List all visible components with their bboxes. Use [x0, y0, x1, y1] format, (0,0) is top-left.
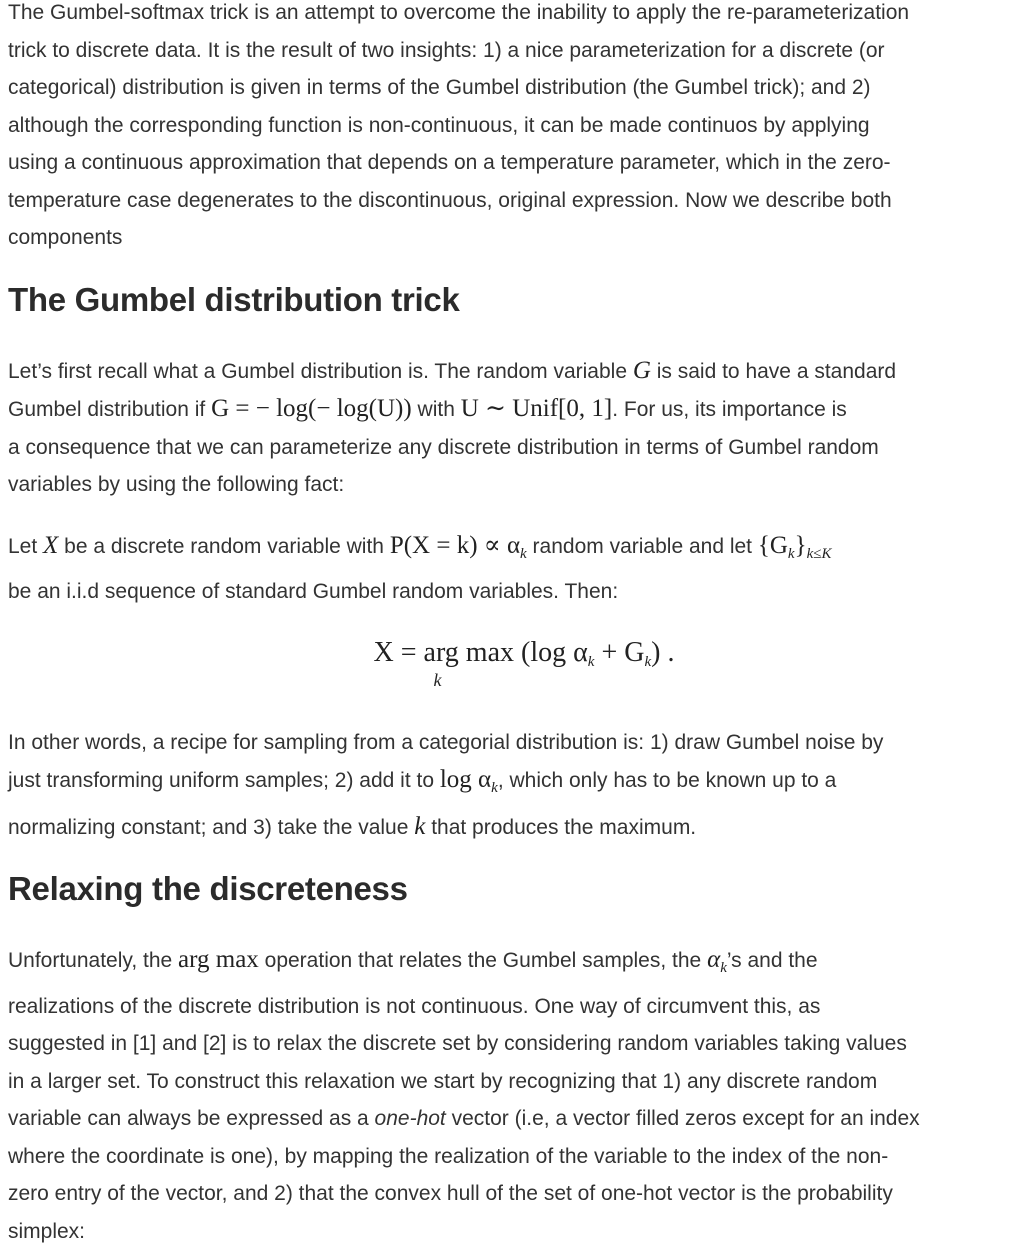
math-subscript: k [588, 654, 595, 670]
text-line [8, 761, 1023, 808]
math-inline [758, 532, 832, 559]
argmax-operator [374, 634, 514, 672]
text: with [412, 398, 461, 421]
text: variable can always be expressed as a [8, 1107, 375, 1130]
math-subscript: k [520, 546, 527, 562]
text: operation that relates the Gumbel samples, the [259, 949, 707, 972]
text-line: although the corresponding function is non-continuous, it can be made continuos by applying [8, 107, 1023, 145]
section-heading-gumbel-trick: The Gumbel distribution trick [8, 280, 1023, 320]
text: vector (i.e, a vector filled zeros except for an index [446, 1107, 920, 1130]
text-line: categorical) distribution is given in terms of the Gumbel distribution (the Gumbel trick); and 2) [8, 69, 1023, 107]
math-subscript: k [720, 960, 727, 976]
math-inline [707, 946, 727, 973]
text-line: The Gumbel-softmax trick is an attempt to overcome the inability to apply the re-parameterization [8, 0, 1023, 32]
text-line [8, 941, 1023, 988]
text: normalizing constant; and 3) take the value [8, 816, 414, 839]
math-inline: G [633, 357, 651, 384]
text-line: trick to discrete data. It is the result of two insights: 1) a nice parameterization for a discrete (or [8, 32, 1023, 70]
math-subscript: k≤K [807, 546, 832, 562]
text: be a discrete random variable with [58, 535, 390, 558]
math-inline: k [414, 813, 425, 840]
text: Unfortunately, the [8, 949, 178, 972]
math-text: α [707, 946, 720, 973]
display-equation [8, 634, 1023, 694]
text-line: in a larger set. To construct this relaxation we start by recognizing that 1) any discrete random [8, 1063, 1023, 1101]
gumbel-definition-paragraph [8, 352, 1023, 504]
math-subscript: k [788, 546, 795, 562]
emphasis: one-hot [375, 1107, 446, 1130]
text: Gumbel distribution if [8, 398, 211, 421]
text: . For us, its importance is [612, 398, 847, 421]
text: just transforming uniform samples; 2) add it to [8, 769, 440, 792]
text-line: simplex: [8, 1213, 1023, 1250]
math-text: {G [758, 532, 788, 559]
text-line: a consequence that we can parameterize any discrete distribution in terms of Gumbel random [8, 429, 1023, 467]
text-line: In other words, a recipe for sampling from a categorial distribution is: 1) draw Gumbel noise by [8, 724, 1023, 762]
text-line [8, 808, 1023, 847]
text-line: realizations of the discrete distribution is not continuous. One way of circumvent this, as [8, 988, 1023, 1026]
math-inline: X [43, 532, 58, 559]
math-subscript: k [644, 654, 651, 670]
text: ’s and the [727, 949, 818, 972]
math-underscript: k [434, 662, 442, 700]
text: , which only has to be known up to a [498, 769, 837, 792]
section-heading-relaxing: Relaxing the discreteness [8, 869, 1023, 909]
math-text: log α [440, 766, 491, 793]
text-line: suggested in [1] and [2] is to relax the discrete set by considering random variables taking values [8, 1025, 1023, 1063]
math-subscript: k [491, 780, 498, 796]
text-line: using a continuous approximation that depends on a temperature parameter, which in the zero- [8, 144, 1023, 182]
math-text: } [795, 532, 807, 559]
text-line: be an i.i.d sequence of standard Gumbel random variables. Then: [8, 573, 1023, 611]
text-line [8, 352, 1023, 391]
text: Let [8, 535, 43, 558]
text-line [8, 1100, 1023, 1138]
text: Let’s first recall what a Gumbel distribution is. The random variable [8, 360, 633, 383]
text-line [8, 527, 1023, 574]
math-inline: arg max [178, 946, 259, 973]
text-line: components [8, 219, 1023, 257]
math-inline: U ∼ Unif[0, 1] [461, 395, 612, 422]
relaxation-paragraph [8, 941, 1023, 1250]
text-line: where the coordinate is one), by mapping the realization of the variable to the index of the non- [8, 1138, 1023, 1176]
intro-paragraph [8, 0, 1023, 257]
math-inline: G = − log(− log(U)) [211, 395, 412, 422]
text-line: zero entry of the vector, and 2) that the convex hull of the set of one-hot vector is the probability [8, 1175, 1023, 1213]
text-line: temperature case degenerates to the discontinuous, original expression. Now we describe both [8, 182, 1023, 220]
math-text: P(X = k) ∝ α [390, 532, 520, 559]
text: is said to have a standard [651, 360, 896, 383]
math-text: + G [594, 637, 644, 668]
fact-paragraph [8, 527, 1023, 611]
text: that produces the maximum. [425, 816, 696, 839]
recipe-paragraph [8, 724, 1023, 847]
text-line: variables by using the following fact: [8, 466, 1023, 504]
math-text: X = arg max [374, 637, 514, 668]
equation-argmax [374, 634, 675, 682]
text: random variable and let [527, 535, 758, 558]
math-text: ) . [651, 637, 674, 668]
text-line [8, 390, 1023, 429]
math-inline [440, 766, 498, 793]
math-text: (log α [521, 637, 588, 668]
math-inline [390, 532, 527, 559]
